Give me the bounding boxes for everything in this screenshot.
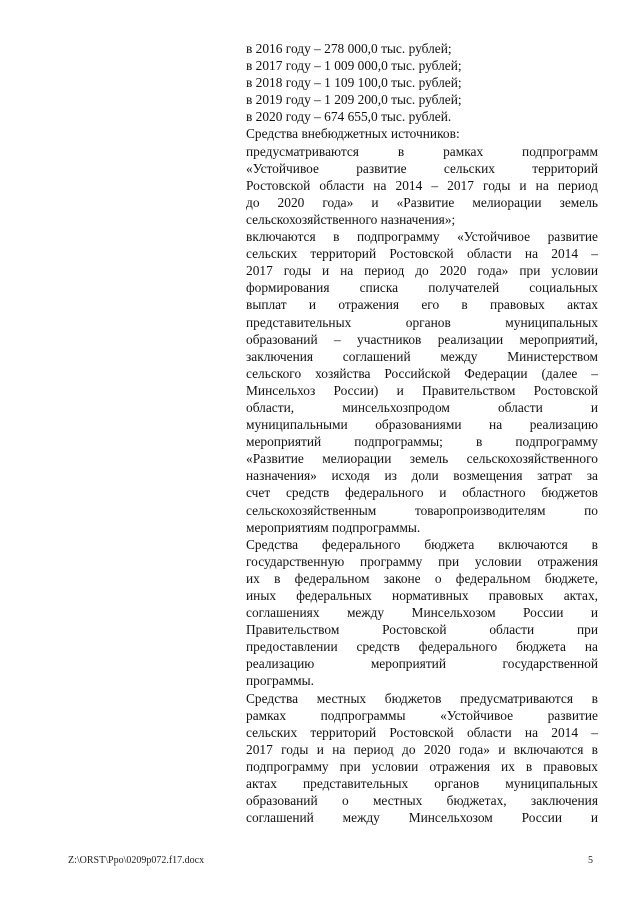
text-line: мероприятиям подпрограммы.: [246, 519, 421, 535]
text-line: в 2017 году – 1 009 000,0 тыс. рублей;: [246, 58, 462, 74]
text-line: Ростовской области на 2014 – 2017 годы и на период: [246, 177, 598, 193]
text-line: сельскохозяйственного назначения»;: [246, 211, 456, 227]
text-line: муниципальными образованиями на реализацию: [246, 417, 598, 433]
text-line: сельских территорий Ростовской области на 2014 –: [246, 724, 598, 740]
text-line: иных федеральных нормативных правовых актах,: [246, 588, 598, 603]
text-line: «Устойчивое развитие сельских территорий: [246, 160, 598, 176]
text-line: Средства внебюджетных источников:: [246, 126, 460, 142]
text-line: «Развитие мелиорации земель сельскохозяйственного: [246, 451, 598, 467]
text-line: программы.: [246, 673, 314, 689]
footer-page-number: 5: [588, 855, 593, 866]
document-body: [246, 40, 598, 826]
text-line: в 2020 году – 674 655,0 тыс. рублей.: [246, 109, 452, 125]
text-line: в 2016 году – 278 000,0 тыс. рублей;: [246, 41, 452, 56]
text-line: рамках подпрограммы «Устойчивое развитие: [246, 707, 598, 723]
text-line: соглашений между Минсельхозом России и: [246, 810, 598, 826]
text-line: области, минсельхозпродом области и: [246, 399, 598, 415]
text-line: мероприятий подпрограммы; в подпрограмму: [246, 434, 598, 450]
text-line: сельских территорий Ростовской области на 2014 –: [246, 246, 598, 262]
text-line: представительных органов муниципальных: [246, 314, 598, 330]
text-line: подпрограмму при условии отражения их в правовых: [246, 758, 598, 774]
text-line: сельскохозяйственным товаропроизводителям по: [246, 502, 598, 518]
text-line: в 2019 году – 1 209 200,0 тыс. рублей;: [246, 92, 462, 108]
text-line: 2017 годы и на период до 2020 года» при условии: [246, 263, 598, 279]
text-line: предоставлении средств федерального бюджета на: [246, 639, 598, 655]
text-line: формирования списка получателей социальных: [246, 280, 598, 296]
text-line: Правительством Ростовской области при: [246, 622, 598, 638]
text-line: заключения соглашений между Министерством: [246, 348, 598, 364]
text-line: реализацию мероприятий государственной: [246, 656, 598, 672]
text-line: включаются в подпрограмму «Устойчивое развитие: [246, 229, 598, 245]
text-line: в 2018 году – 1 109 100,0 тыс. рублей;: [246, 75, 462, 91]
text-line: государственную программу при условии отражения: [246, 553, 598, 569]
text-line: образований – участников реализации мероприятий,: [246, 331, 598, 347]
text-line: выплат и отражения его в правовых актах: [246, 297, 598, 313]
text-line: Минсельхоз России) и Правительством Ростовской: [246, 382, 598, 398]
text-line: до 2020 года» и «Развитие мелиорации земель: [246, 194, 598, 210]
text-line: Средства местных бюджетов предусматриваются в: [246, 690, 598, 706]
footer-file-path: Z:\ORST\Ppo\0209p072.f17.docx: [68, 855, 205, 866]
text-line: 2017 годы и на период до 2020 года» и включаются в: [246, 741, 598, 757]
text-line: соглашениях между Минсельхозом России и: [246, 605, 598, 621]
text-line: образований о местных бюджетах, заключения: [246, 793, 598, 809]
text-line: назначения» исходя из доли возмещения затрат за: [246, 468, 598, 484]
text-line: предусматриваются в рамках подпрограмм: [246, 143, 598, 159]
text-line: актах представительных органов муниципальных: [246, 776, 598, 792]
text-line: счет средств федерального и областного бюджетов: [246, 485, 598, 501]
text-line: сельского хозяйства Российской Федерации (далее –: [246, 365, 598, 381]
text-line: Средства федерального бюджета включаются в: [246, 536, 598, 552]
text-line: их в федеральном законе о федеральном бюджете,: [246, 570, 598, 586]
